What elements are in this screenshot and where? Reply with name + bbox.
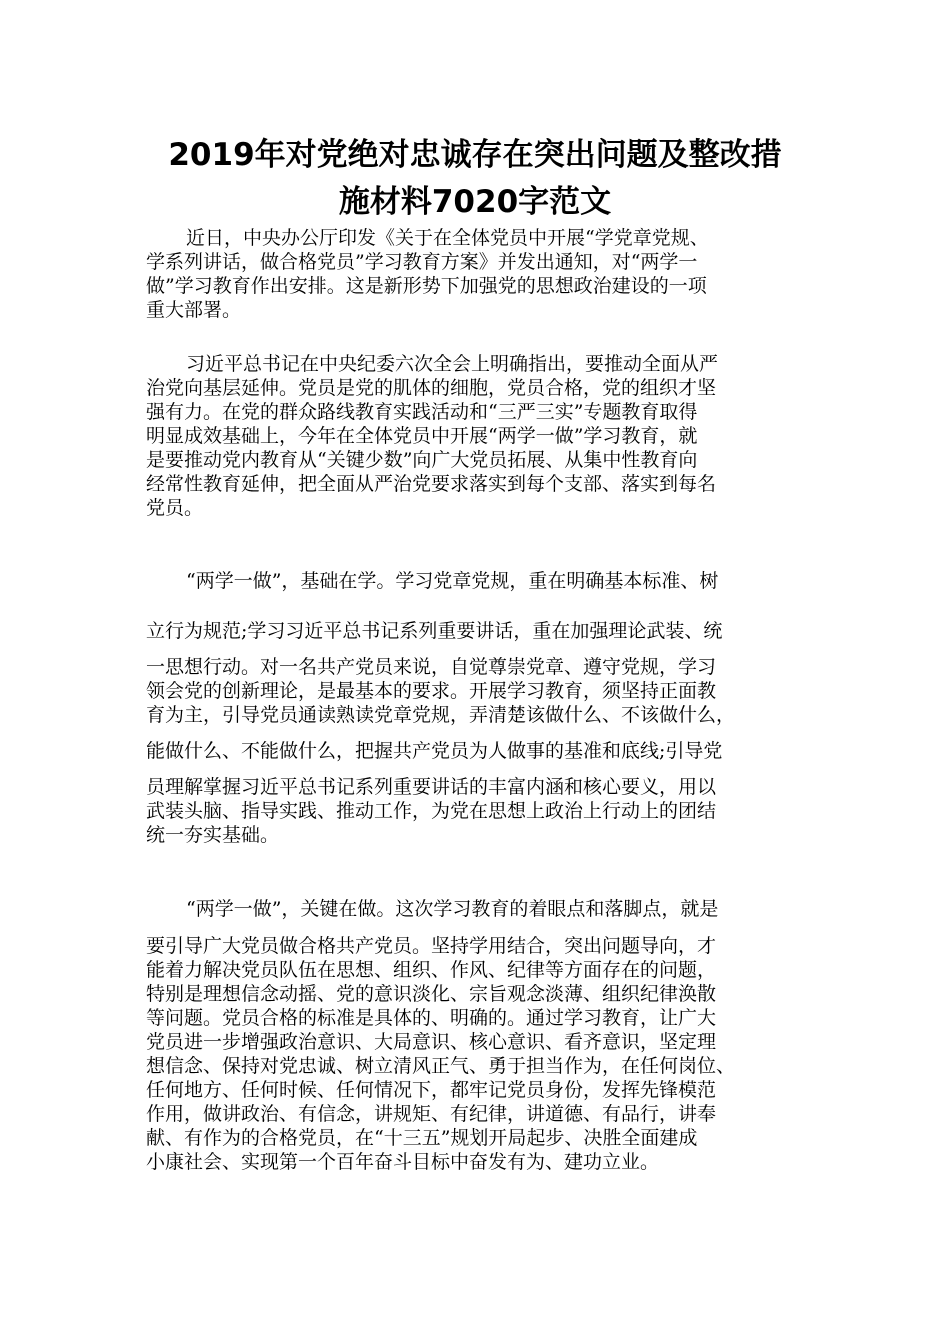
paragraph-line: 明显成效基础上，今年在全体党员中开展“两学一做”学习教育，就 [146,425,698,447]
paragraph-line: 能做什么、不能做什么，把握共产党员为人做事的基准和底线;引导党 [146,740,723,762]
paragraph-line: 立行为规范;学习习近平总书记系列重要讲话，重在加强理论武装、统 [146,620,723,642]
paragraph-line: 武装头脑、指导实践、推动工作，为党在思想上政治上行动上的团结 [146,800,717,822]
paragraph-line: 统一夯实基础。 [146,824,280,846]
paragraph-line: 员理解掌握习近平总书记系列重要讲话的丰富内涵和核心要义，用以 [146,776,717,798]
paragraph-line: 想信念、保持对党忠诚、树立清风正气、勇于担当作为，在任何岗位、 [146,1055,736,1077]
paragraph-line: 习近平总书记在中央纪委六次全会上明确指出，要推动全面从严 [186,353,719,375]
paragraph-line: 党员。 [146,497,204,519]
paragraph-line: “两学一做”，关键在做。这次学习教育的着眼点和落脚点，就是 [186,898,719,920]
paragraph-line: 育为主，引导党员通读熟读党章党规，弄清楚该做什么、不该做什么， [146,704,736,726]
paragraph-line: 要引导广大党员做合格共产党员。坚持学用结合，突出问题导向，才 [146,935,717,957]
paragraph-line: 小康社会、实现第一个百年奋斗目标中奋发有为、建功立业。 [146,1151,660,1173]
paragraph-line: 等问题。党员合格的标准是具体的、明确的。通过学习教育，让广大 [146,1007,717,1029]
document-title-line-2: 施材料7020字范文 [338,184,612,220]
paragraph-line: 治党向基层延伸。党员是党的肌体的细胞，党员合格，党的组织才坚 [146,377,717,399]
paragraph-line: 强有力。在党的群众路线教育实践活动和“三严三实”专题教育取得 [146,401,698,423]
paragraph-line: 特别是理想信念动摇、党的意识淡化、宗旨观念淡薄、组织纪律涣散 [146,983,717,1005]
paragraph-line: 重大部署。 [146,299,242,321]
document-title-line-1: 2019年对党绝对忠诚存在突出问题及整改措 [168,137,782,173]
paragraph-line: 领会党的创新理论，是最基本的要求。开展学习教育，须坚持正面教 [146,680,717,702]
paragraph-line: 学系列讲话，做合格党员”学习教育方案》并发出通知，对“两学一 [146,251,698,273]
paragraph-line: 作用，做讲政治、有信念，讲规矩、有纪律，讲道德、有品行，讲奉 [146,1103,717,1125]
paragraph-line: 经常性教育延伸，把全面从严治党要求落实到每个支部、落实到每名 [146,473,717,495]
paragraph-line: 献、有作为的合格党员，在“十三五”规划开局起步、决胜全面建成 [146,1127,698,1149]
paragraph-line: “两学一做”，基础在学。学习党章党规，重在明确基本标准、树 [186,570,719,592]
paragraph-line: 近日，中央办公厅印发《关于在全体党员中开展“学党章党规、 [186,227,709,249]
paragraph-line: 做”学习教育作出安排。这是新形势下加强党的思想政治建设的一项 [146,275,707,297]
paragraph-line: 能着力解决党员队伍在思想、组织、作风、纪律等方面存在的问题， [146,959,717,981]
paragraph-line: 是要推动党内教育从“关键少数”向广大党员拓展、从集中性教育向 [146,449,698,471]
paragraph-line: 党员进一步增强政治意识、大局意识、核心意识、看齐意识，坚定理 [146,1031,717,1053]
paragraph-line: 任何地方、任何时候、任何情况下，都牢记党员身份，发挥先锋模范 [146,1079,717,1101]
paragraph-line: 一思想行动。对一名共产党员来说，自觉尊崇党章、遵守党规，学习 [146,656,717,678]
